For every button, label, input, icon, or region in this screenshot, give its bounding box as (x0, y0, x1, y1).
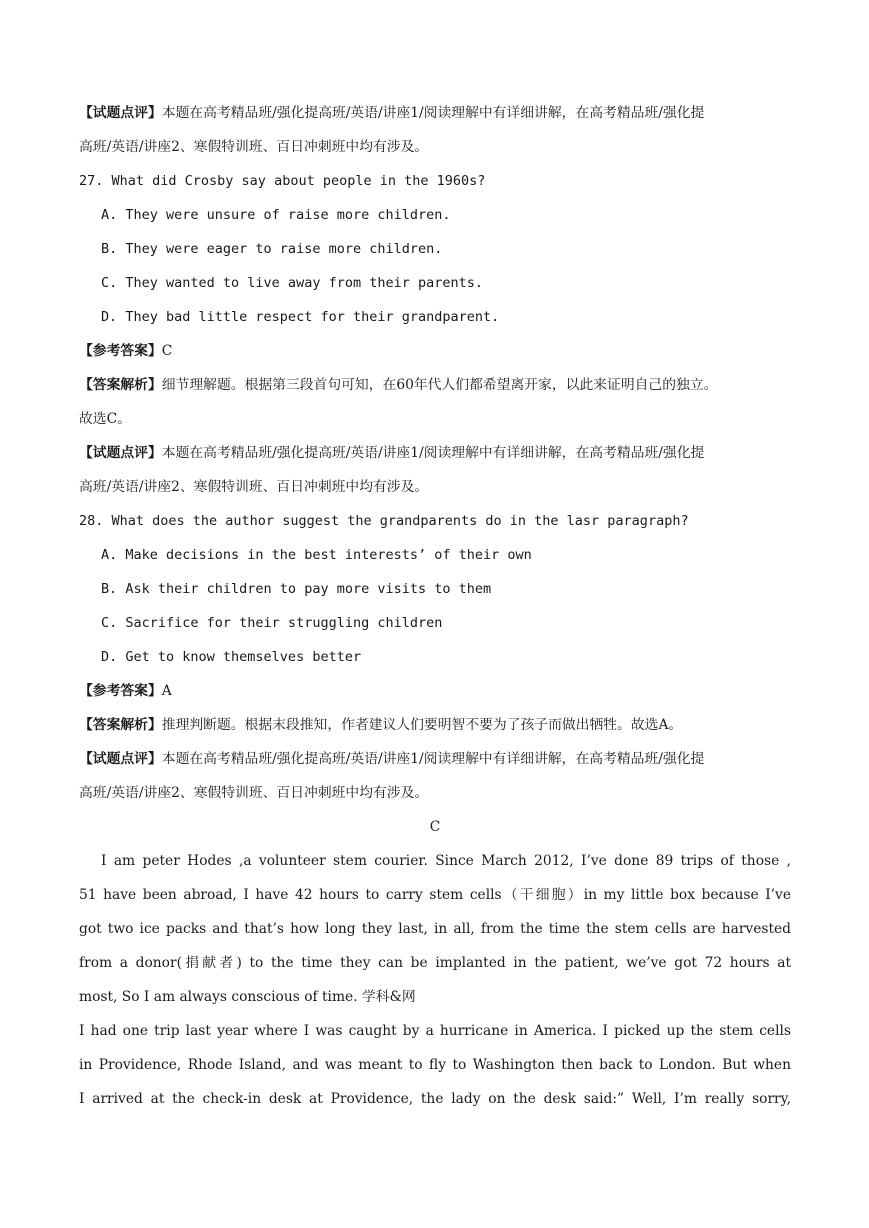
passage-para1-line-1: I am peter Hodes ,a volunteer stem courier. Since March 2012, I’ve done 89 trips of those , (101, 853, 791, 869)
q28-comment-line-2: 高班/英语/讲座2、寒假特训班、百日冲刺班中均有涉及。 (79, 785, 429, 801)
q26-comment-line-2: 高班/英语/讲座2、寒假特训班、百日冲刺班中均有涉及。 (79, 139, 429, 155)
comment-label: 【试题点评】 (79, 105, 162, 121)
answer-value: A (161, 683, 172, 699)
answer-label: 【参考答案】 (79, 343, 162, 359)
q27-option-d: D. They bad little respect for their grandparent. (101, 309, 500, 325)
passage-para1-line-4: from a donor(捐献者) to the time they can be implanted in the patient, we’ve got 72 hours at (79, 955, 791, 971)
q28-option-a: A. Make decisions in the best interests’ of their own (101, 547, 532, 563)
q26-comment-line-1 (79, 96, 791, 130)
passage-para2-line-2: in Providence, Rhode Island, and was meant to fly to Washington then back to London. But when (79, 1057, 791, 1073)
passage-para2-line-3: I arrived at the check-in desk at Providence, the lady on the desk said:” Well, I’m really sorry, (79, 1091, 791, 1107)
document-page (79, 96, 791, 1116)
q27-comment-line-1 (79, 436, 791, 470)
q28-option-b: B. Ask their children to pay more visits to them (101, 581, 492, 597)
q28-option-d: D. Get to know themselves better (101, 649, 362, 665)
q28-analysis (79, 708, 791, 742)
analysis-text: 推理判断题。根据末段推知，作者建议人们要明智不要为了孩子而做出牺牲。故选A。 (161, 717, 683, 733)
comment-label: 【试题点评】 (79, 445, 162, 461)
passage-para1-line-3: got two ice packs and that’s how long they last, in all, from the time the stem cells are harvested (79, 921, 791, 937)
q27-comment-line-2: 高班/英语/讲座2、寒假特训班、百日冲刺班中均有涉及。 (79, 479, 429, 495)
analysis-text: 细节理解题。根据第三段首句可知，在60年代人们都希望离开家，以此来证明自己的独立。 (161, 377, 718, 393)
analysis-label: 【答案解析】 (79, 717, 162, 733)
comment-text: 本题在高考精品班/强化提高班/英语/讲座1/阅读理解中有详细讲解，在高考精品班/强化提 (161, 751, 705, 767)
passage-para1-line-2: 51 have been abroad, I have 42 hours to carry stem cells（干细胞）in my little box because I’ve (79, 887, 791, 903)
q27-question: 27. What did Crosby say about people in the 1960s? (79, 173, 486, 189)
q28-answer (79, 674, 791, 708)
q27-analysis-line-2: 故选C。 (79, 411, 131, 427)
comment-text: 本题在高考精品班/强化提高班/英语/讲座1/阅读理解中有详细讲解，在高考精品班/强化提 (161, 445, 705, 461)
q27-answer (79, 334, 791, 368)
comment-label: 【试题点评】 (79, 751, 162, 767)
q27-option-a: A. They were unsure of raise more children. (101, 207, 451, 223)
answer-label: 【参考答案】 (79, 683, 162, 699)
q27-analysis-line-1 (79, 368, 791, 402)
q27-option-b: B. They were eager to raise more children. (101, 241, 443, 257)
passage-para2-line-1: I had one trip last year where I was caught by a hurricane in America. I picked up the stem cells (79, 1023, 791, 1039)
analysis-label: 【答案解析】 (79, 377, 162, 393)
answer-value: C (161, 343, 173, 359)
comment-text: 本题在高考精品班/强化提高班/英语/讲座1/阅读理解中有详细讲解，在高考精品班/强化提 (161, 105, 705, 121)
q28-question: 28. What does the author suggest the grandparents do in the lasr paragraph? (79, 513, 689, 529)
q27-option-c: C. They wanted to live away from their parents. (101, 275, 484, 291)
q28-option-c: C. Sacrifice for their struggling children (101, 615, 443, 631)
q28-comment-line-1 (79, 742, 791, 776)
passage-para1-line-5: most, So I am always conscious of time. 学科&网 (79, 989, 416, 1005)
passage-heading: C (429, 819, 441, 835)
